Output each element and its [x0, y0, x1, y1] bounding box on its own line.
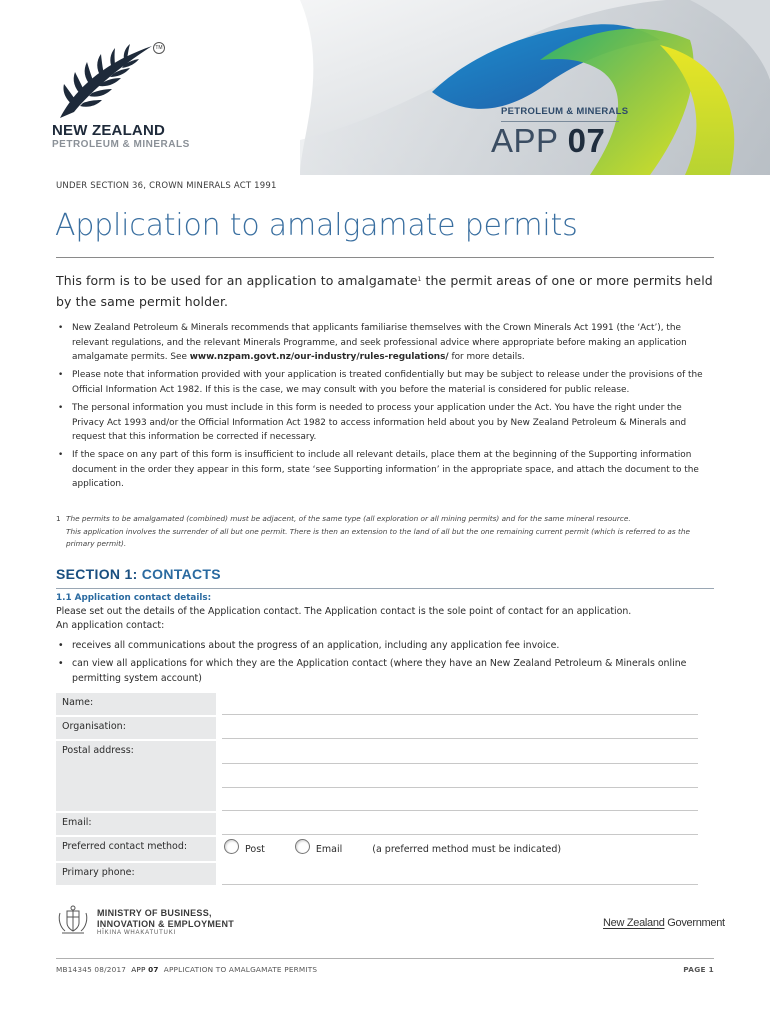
- organisation-field[interactable]: [222, 717, 698, 739]
- section-name: CONTACTS: [137, 566, 221, 582]
- guidance-item: [56, 368, 716, 397]
- guidance-text: The personal information you must include in this form is needed to process your application under the Act. You have the right under the Privacy Act 1993 and/or the Official Information Act 1982 to access information held about you by New Zealand Petroleum & Minerals and request that this information be corrected if necessary.: [72, 402, 687, 443]
- form-code: MB14345 08/2017: [56, 965, 127, 974]
- trademark-icon: TM: [153, 42, 165, 54]
- preferred-contact-label: Preferred contact method:: [56, 837, 216, 861]
- footnote-line-1: The permits to be amalgamated (combined) must be adjacent, of the same type (all exploration or all mining permits) and for the same mineral resource.: [66, 514, 631, 523]
- preferred-contact-row: [56, 837, 698, 861]
- contact-role-list: [56, 638, 716, 689]
- mbie-maori-name: HĪKINA WHAKATUTUKI: [97, 930, 176, 936]
- footer-divider: [56, 958, 714, 959]
- name-row: [56, 693, 698, 715]
- mbie-line-1: MINISTRY OF BUSINESS,: [97, 908, 212, 918]
- preferred-note: (a preferred method must be indicated): [372, 843, 562, 855]
- preferred-contact-options: [222, 837, 698, 861]
- silver-fern-logo: [52, 40, 162, 120]
- footer-app-prefix: APP: [131, 965, 146, 974]
- legislation-reference: UNDER SECTION 36, CROWN MINERALS ACT 1991: [56, 181, 277, 191]
- section-description: [56, 605, 716, 634]
- post-option-label: Post: [245, 843, 265, 855]
- nz-government-logo: [603, 917, 725, 929]
- intro-text-start: This form is to be used for an application to amalgamate: [56, 273, 418, 288]
- email-radio[interactable]: [295, 839, 310, 854]
- phone-label: Primary phone:: [56, 863, 216, 885]
- footnote-ref: 1: [417, 276, 422, 283]
- guidance-text-end: for more details.: [448, 352, 525, 363]
- postal-line-3[interactable]: [222, 788, 698, 811]
- footer-app-code: [131, 965, 159, 974]
- section-text-2: An application contact:: [56, 620, 165, 632]
- intro-paragraph: [56, 270, 716, 312]
- contact-form: [56, 693, 698, 887]
- nzgov-part-2: Government: [664, 917, 725, 929]
- org-name: NEW ZEALAND: [52, 122, 166, 139]
- title-divider: [56, 257, 714, 258]
- guidance-text: New Zealand Petroleum & Minerals recommends that applicants familiarise themselves with the Crown Minerals Act 1991 (the ‘Act’), the relevant regulations, and the relevant Minerals Programme, and seek professional advice where appropriate before making an application amalgamate permits. See: [72, 323, 687, 363]
- footnote-number: 1: [56, 514, 61, 523]
- nzgov-part-1: New Zealand: [603, 917, 665, 929]
- rules-link[interactable]: www.nzpam.govt.nz/our-industry/rules-regulations/: [189, 352, 449, 363]
- footnote-line-2: This application involves the surrender of all but one permit. There is then an extension to the land of all but the one remaining current permit (which is referred to as the primary permit).: [66, 526, 690, 548]
- section-text-1: Please set out the details of the Application contact. The Application contact is the sole point of contact for an application.: [56, 606, 632, 617]
- page-number: PAGE 1: [683, 965, 714, 974]
- footer-doc-title: APPLICATION TO AMALGAMATE PERMITS: [163, 965, 318, 974]
- phone-field[interactable]: [222, 863, 698, 885]
- app-code: [491, 122, 605, 160]
- guidance-item: [56, 448, 716, 492]
- intro-text-end: the permit areas of one or more permits held by the same permit holder.: [56, 273, 713, 309]
- section-divider: [56, 588, 714, 589]
- guidance-item: [56, 401, 716, 445]
- app-prefix: APP: [491, 122, 558, 159]
- phone-row: [56, 863, 698, 885]
- email-label: Email:: [56, 813, 216, 835]
- section-number: SECTION 1:: [56, 566, 138, 582]
- footer-app-number: 07: [148, 965, 159, 974]
- coat-of-arms-icon: [56, 905, 90, 937]
- guidance-text: If the space on any part of this form is insufficient to include all relevant details, place them at the beginning of the Supporting information document in the order they appear in this form, state ‘see Supporting information’ in the appropriate space, and attach the document to the application.: [72, 450, 699, 490]
- postal-address-label: Postal address:: [56, 741, 216, 811]
- postal-line-1[interactable]: [222, 741, 698, 764]
- email-field[interactable]: [222, 813, 698, 835]
- page-title: Application to amalgamate permits: [55, 208, 578, 243]
- mbie-line-2: INNOVATION & EMPLOYMENT: [97, 918, 235, 929]
- postal-line-2[interactable]: [222, 764, 698, 787]
- organisation-label: Organisation:: [56, 717, 216, 739]
- postal-address-row: [56, 741, 698, 811]
- name-field[interactable]: [222, 693, 698, 715]
- organisation-row: [56, 717, 698, 739]
- subsection-heading: 1.1 Application contact details:: [56, 593, 212, 603]
- guidance-text: Please note that information provided with your application is treated confidentially but may be subject to release under the provisions of the Official Information Act 1982. If this is the case, we may consult with you before the material is considered for public release.: [72, 370, 703, 395]
- email-row: [56, 813, 698, 835]
- footer-document-info: [56, 965, 317, 974]
- section-heading: [56, 566, 221, 582]
- mbie-name: [97, 908, 234, 929]
- name-label: Name:: [56, 693, 216, 715]
- contact-role-item: • receives all communications about the progress of an application, including any application fee invoice.: [56, 638, 716, 654]
- contact-role-item: • can view all applications for which they are the Application contact (where they have an New Zealand Petroleum & Minerals online permitting system account): [56, 656, 716, 687]
- guidance-list: [56, 321, 716, 496]
- footnote: [56, 513, 716, 551]
- app-number: 07: [567, 122, 606, 159]
- post-radio[interactable]: [224, 839, 239, 854]
- category-label: PETROLEUM & MINERALS: [501, 106, 629, 117]
- postal-address-field[interactable]: [222, 741, 698, 811]
- email-option-label: Email: [315, 843, 343, 855]
- guidance-item: [56, 321, 716, 365]
- org-subname: PETROLEUM & MINERALS: [52, 139, 190, 150]
